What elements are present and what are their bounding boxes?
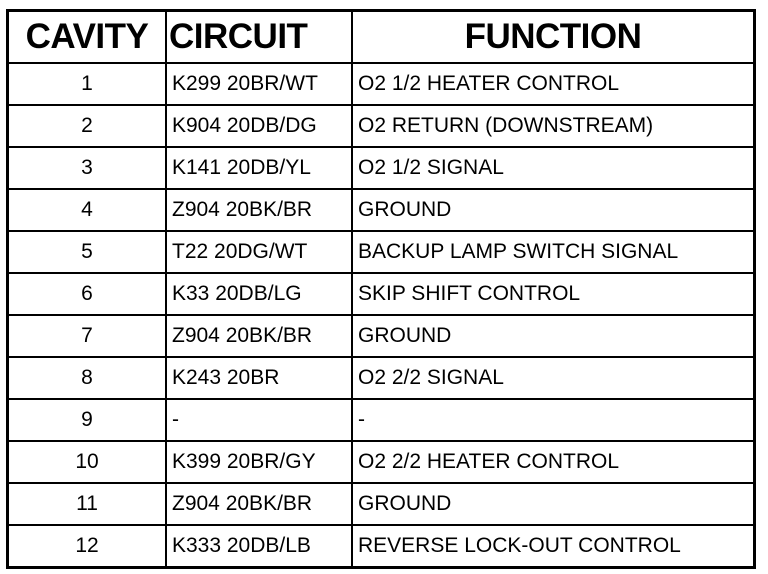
circuit-cell: K33 20DB/LG [166,273,352,315]
table-row [9,63,753,105]
cavity-cell: 3 [9,147,166,189]
cavity-cell: 8 [9,357,166,399]
table-row [9,315,753,357]
function-cell: O2 2/2 HEATER CONTROL [352,441,753,483]
circuit-cell: Z904 20BK/BR [166,483,352,525]
function-cell: REVERSE LOCK-OUT CONTROL [352,525,753,566]
circuit-cell: K243 20BR [166,357,352,399]
circuit-cell: T22 20DG/WT [166,231,352,273]
table-row [9,231,753,273]
pinout-grid [9,12,753,566]
column-header-function: FUNCTION [352,12,753,63]
function-cell: GROUND [352,189,753,231]
function-cell: O2 1/2 HEATER CONTROL [352,63,753,105]
connector-pinout-table [6,9,756,569]
column-header-cavity: CAVITY [9,12,166,63]
cavity-cell: 11 [9,483,166,525]
function-cell: O2 2/2 SIGNAL [352,357,753,399]
table-row [9,273,753,315]
circuit-cell: K399 20BR/GY [166,441,352,483]
header-row [9,12,753,63]
cavity-cell: 6 [9,273,166,315]
cavity-cell: 10 [9,441,166,483]
circuit-cell: K299 20BR/WT [166,63,352,105]
circuit-cell: Z904 20BK/BR [166,315,352,357]
function-cell: GROUND [352,315,753,357]
table-row [9,189,753,231]
cavity-cell: 2 [9,105,166,147]
cavity-cell: 12 [9,525,166,566]
function-cell: GROUND [352,483,753,525]
function-cell: - [352,399,753,441]
circuit-cell: K141 20DB/YL [166,147,352,189]
table-row [9,525,753,566]
circuit-cell: K904 20DB/DG [166,105,352,147]
table-row [9,147,753,189]
function-cell: BACKUP LAMP SWITCH SIGNAL [352,231,753,273]
table-row [9,483,753,525]
cavity-cell: 5 [9,231,166,273]
function-cell: O2 RETURN (DOWNSTREAM) [352,105,753,147]
table-row [9,105,753,147]
cavity-cell: 4 [9,189,166,231]
circuit-cell: Z904 20BK/BR [166,189,352,231]
cavity-cell: 1 [9,63,166,105]
cavity-cell: 9 [9,399,166,441]
table-row [9,399,753,441]
column-header-circuit: CIRCUIT [166,12,352,63]
cavity-cell: 7 [9,315,166,357]
table-row [9,441,753,483]
table-row [9,357,753,399]
function-cell: O2 1/2 SIGNAL [352,147,753,189]
function-cell: SKIP SHIFT CONTROL [352,273,753,315]
circuit-cell: - [166,399,352,441]
circuit-cell: K333 20DB/LB [166,525,352,566]
